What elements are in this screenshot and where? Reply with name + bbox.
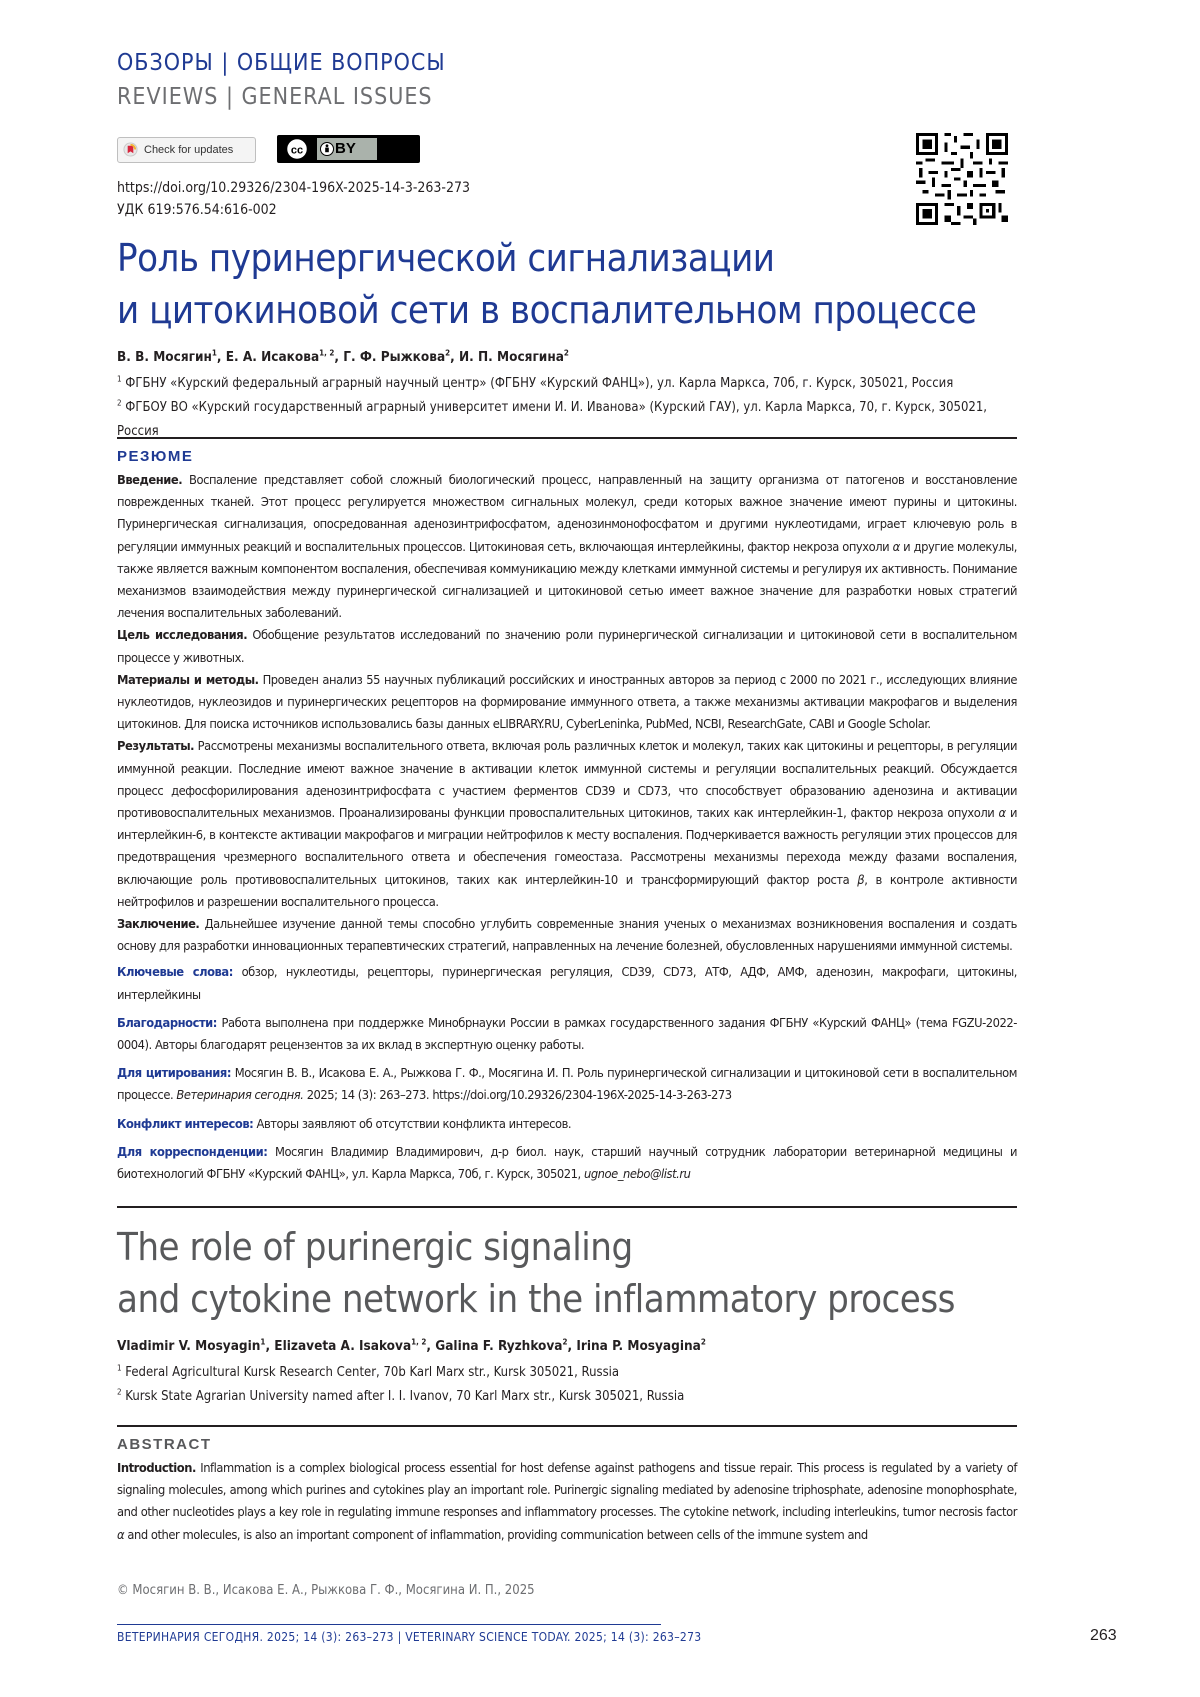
abstract-heading-en: ABSTRACT	[117, 1436, 212, 1453]
authors-en: Vladimir V. Mosyagin1, Elizaveta A. Isakova1, 2, Galina F. Ryzhkova2, Irina P. Mosyagina2	[117, 1338, 706, 1354]
affiliation: 2 ФГБОУ ВО «Курский государственный аграрный университет имени И. И. Иванова» (Курский ГАУ), ул. Карла Маркса, 70, г. Курск, 305021, Россия	[117, 396, 1017, 444]
abstract-conclusion: Заключение. Дальнейшее изучение данной темы способно углубить современные знания ученых о механизмах возникновения воспаления и создать основу для разработки инновационных терапевтических стратегий, направленных на лечение болезней, обусловленных нарушениями иммунной системы.	[117, 914, 1017, 958]
page-number: 263	[1090, 1627, 1117, 1645]
footer-divider	[117, 1624, 661, 1625]
person-icon	[320, 142, 334, 156]
qr-code-icon	[916, 133, 1008, 225]
conflict-of-interest: Конфликт интересов: Авторы заявляют об отсутствии конфликта интересов.	[117, 1114, 1017, 1136]
check-updates-label: Check for updates	[144, 138, 233, 162]
article-meta	[117, 177, 470, 221]
abstract-intro: Введение. Воспаление представляет собой сложный биологический процесс, направленный на защиту организма от патогенов и восстановление поврежденных тканей. Этот процесс регулируется множеством сигнальных молекул, среди которых важное значение имеют пурины и цитокины. Пуринергическая сигнализация, опосредованная аденозинтрифосфатом, аденозинмонофосфатом и другими нуклеотидами, играет ключевую роль в регуляции иммунных реакций и воспалительных процессов. Цитокиновая сеть, включающая интерлейкины, фактор некроза опухоли α и другие молекулы, также является важным компонентом воспаления, обеспечивая коммуникацию между клетками иммунной системы и регулируя их активность. Понимание механизмов взаимодействия между пуринергической сигнализацией и цитокиновой сетью имеет важное значение для разработки новых стратегий лечения воспалительных заболеваний.	[117, 470, 1017, 625]
abstract-intro: Introduction. Inflammation is a complex biological process essential for host defense against pathogens and tissue repair. This process is regulated by a variety of signaling molecules, among which purines and cytokines play an important role. Purinergic signaling mediated by adenosine triphosphate, adenosine monophosphate, and other nucleotides plays a key role in regulating immune responses and inflammatory processes. The cytokine network, including interleukins, tumor necrosis factor α and other molecules, is also an important component of inflammation, providing communication between cells of the immune system and	[117, 1458, 1017, 1547]
abstract-ru	[117, 470, 1017, 1186]
affiliations-ru	[117, 372, 1017, 444]
journal-footer: ВЕТЕРИНАРИЯ СЕГОДНЯ. 2025; 14 (3): 263–273 | VETERINARY SCIENCE TODAY. 2025; 14 (3): 263–273	[117, 1630, 701, 1644]
abstract-methods: Материалы и методы. Проведен анализ 55 научных публикаций российских и иностранных авторов за период с 2000 по 2021 г., исследующих влияние нуклеотидов, нуклеозидов и пуринергических рецепторов на формирование иммунного ответа, а также механизмы активации макрофагов и выделения цитокинов. Для поиска источников использовались базы данных eLIBRARY.RU, CyberLeninka, PubMed, NCBI, ResearchGate, CABI и Google Scholar.	[117, 670, 1017, 737]
article-title-en: The role of purinergic signaling and cytokine network in the inflammatory process	[117, 1221, 955, 1325]
acknowledgements: Благодарности: Работа выполнена при поддержке Минобрнауки России в рамках государственного задания ФГБНУ «Курский ФАНЦ» (тема FGZU-2022-0004). Авторы благодарят рецензентов за их вклад в экспертную оценку работы.	[117, 1013, 1017, 1057]
abstract-en	[117, 1458, 1017, 1547]
keywords: Ключевые слова: обзор, нуклеотиды, рецепторы, пуринергическая регуляция, CD39, CD73, АТФ, АДФ, АМФ, аденозин, макрофаги, цитокины, интерлейкины	[117, 962, 1017, 1006]
affiliation: 2 Kursk State Agrarian University named after I. I. Ivanov, 70 Karl Marx str., Kursk 305021, Russia	[117, 1385, 684, 1409]
abstract-heading-ru: РЕЗЮМЕ	[117, 448, 193, 465]
divider	[117, 437, 1017, 439]
author-name: В. В. Мосягин	[117, 349, 212, 365]
copyright: © Мосягин В. В., Исакова Е. А., Рыжкова Г. Ф., Мосягина И. П., 2025	[117, 1583, 535, 1598]
author-name: Vladimir V. Mosyagin	[117, 1338, 260, 1354]
section-title-ru: ОБЗОРЫ | ОБЩИЕ ВОПРОСЫ	[117, 50, 446, 76]
author-name: Г. Ф. Рыжкова	[343, 349, 445, 365]
cc-by-label: BY	[317, 138, 377, 160]
udk-code: УДК 619:576.54:616-002	[117, 199, 470, 221]
check-updates-icon	[123, 142, 138, 157]
divider	[117, 1206, 1017, 1208]
svg-text:cc: cc	[291, 145, 303, 157]
check-for-updates-button[interactable]	[117, 137, 256, 163]
correspondence-email[interactable]: ugnoe_nebo@list.ru	[584, 1167, 691, 1182]
correspondence: Для корреспонденции: Мосягин Владимир Владимирович, д-р биол. наук, старший научный сотрудник лаборатории ветеринарной медицины и биотехнологий ФГБНУ «Курский ФАНЦ», ул. Карла Маркса, 70б, г. Курск, 305021, ugnoe_nebo@list.ru	[117, 1142, 1017, 1186]
doi-link[interactable]: https://doi.org/10.29326/2304-196X-2025-14-3-263-273	[117, 177, 470, 199]
author-name: И. П. Мосягина	[459, 349, 564, 365]
citation: Для цитирования: Мосягин В. В., Исакова Е. А., Рыжкова Г. Ф., Мосягина И. П. Роль пуринергической сигнализации и цитокиновой сети в воспалительном процессе. Ветеринария сегодня. 2025; 14 (3): 263–273. https://doi.org/10.29326/2304-196X-2025-14-3-263-273	[117, 1063, 1017, 1107]
authors-ru: В. В. Мосягин1, Е. А. Исакова1, 2, Г. Ф. Рыжкова2, И. П. Мосягина2	[117, 349, 569, 365]
affiliation: 1 Federal Agricultural Kursk Research Center, 70b Karl Marx str., Kursk 305021, Russia	[117, 1361, 684, 1385]
author-name: Irina P. Mosyagina	[576, 1338, 700, 1354]
cc-by-license-badge[interactable]	[277, 135, 420, 163]
divider	[117, 1425, 1017, 1427]
section-title-en: REVIEWS | GENERAL ISSUES	[117, 84, 433, 110]
creative-commons-icon	[279, 136, 315, 162]
abstract-results: Результаты. Рассмотрены механизмы воспалительного ответа, включая роль различных клеток и молекул, таких как цитокины и рецепторы, в регуляции иммунной реакции. Последние имеют важное значение в активации клеток иммунной системы и регуляции воспалительных реакций. Обсуждается процесс дефосфорилирования аденозинтрифосфата с участием ферментов CD39 и CD73, что способствует образованию аденозина и активации противовоспалительных механизмов. Проанализированы функции провоспалительных цитокинов, таких как интерлейкин-1, фактор некроза опухоли α и интерлейкин-6, в контексте активации макрофагов и миграции нейтрофилов к месту воспаления. Подчеркивается важность регуляции этих процессов для предотвращения чрезмерного воспалительного ответа и обеспечения гомеостаза. Рассмотрены механизмы перехода между фазами воспаления, включающие роль противовоспалительных цитокинов, таких как интерлейкин-10 и трансформирующий фактор роста β, в контроле активности нейтрофилов и разрешении воспалительного процесса.	[117, 736, 1017, 914]
affiliations-en	[117, 1361, 684, 1409]
article-title-ru: Роль пуринергической сигнализации и цитокиновой сети в воспалительном процессе	[117, 232, 976, 336]
affiliation: 1 ФГБНУ «Курский федеральный аграрный научный центр» (ФГБНУ «Курский ФАНЦ»), ул. Карла Маркса, 70б, г. Курск, 305021, Россия	[117, 372, 1017, 396]
author-name: Elizaveta A. Isakova	[274, 1338, 411, 1354]
author-name: Е. А. Исакова	[226, 349, 319, 365]
abstract-aim: Цель исследования. Обобщение результатов исследований по значению роли пуринергической сигнализации и цитокиновой сети в воспалительном процессе у животных.	[117, 625, 1017, 669]
author-name: Galina F. Ryzhkova	[435, 1338, 562, 1354]
